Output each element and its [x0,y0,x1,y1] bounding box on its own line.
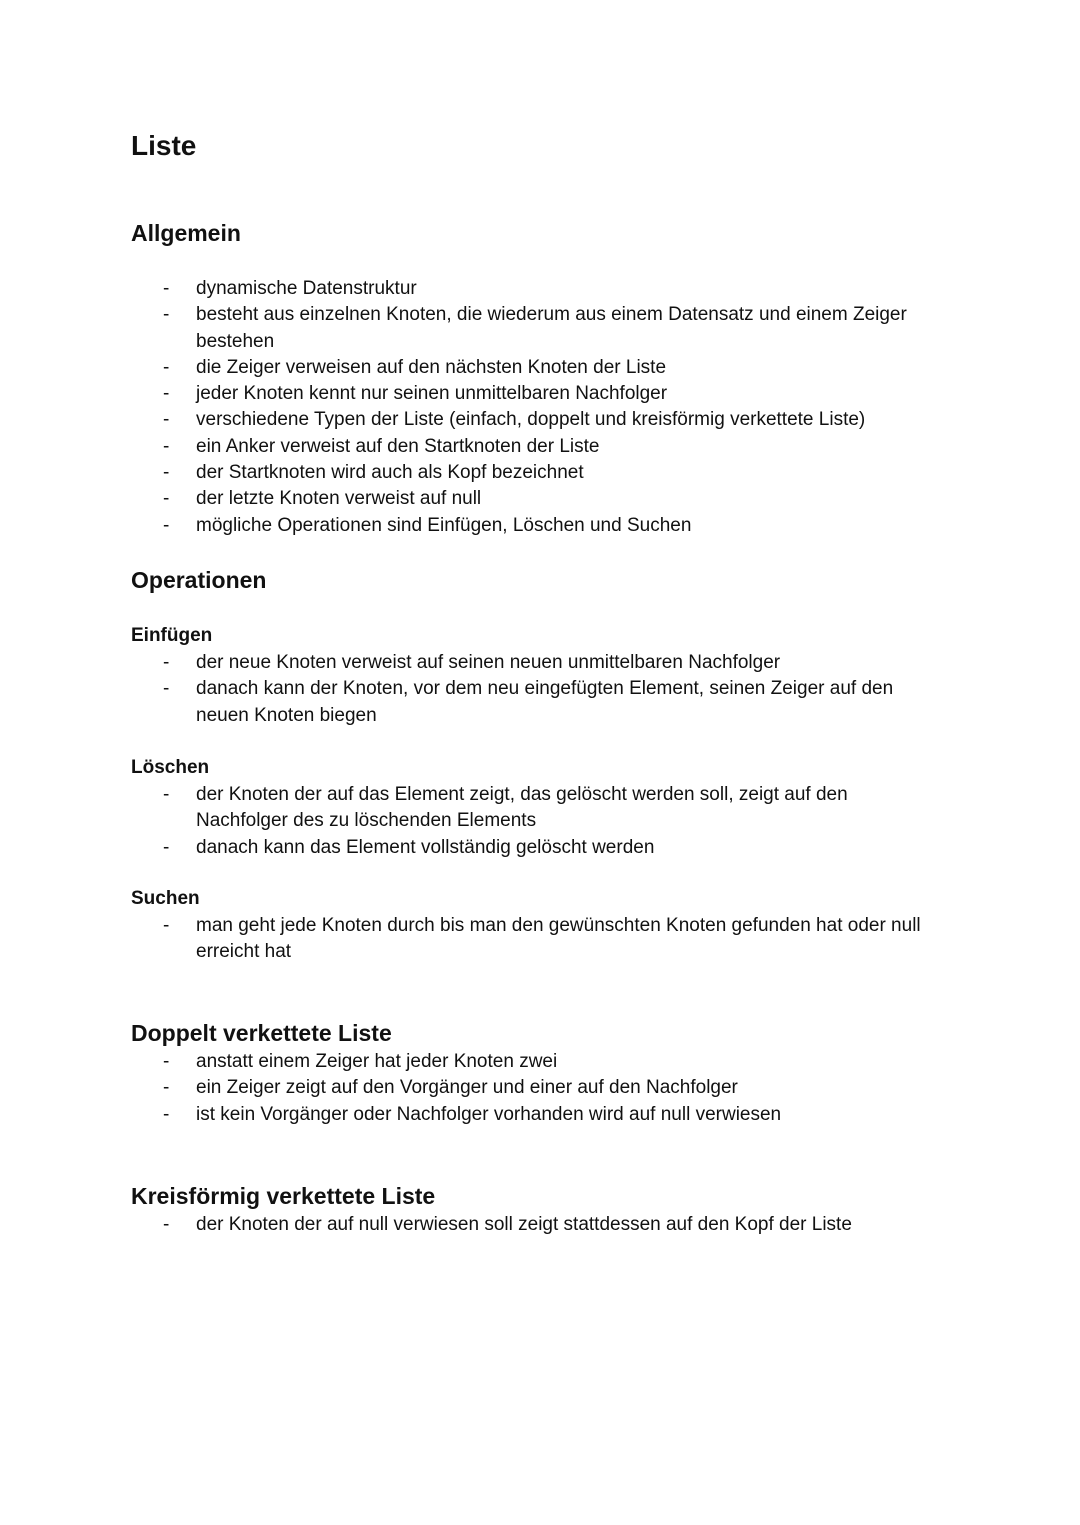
list-item: - der Knoten der auf das Element zeigt, das gelöscht werden soll, zeigt auf den Nachfolger des zu löschenden Elements [160,782,910,835]
list-item: - man geht jede Knoten durch bis man den gewünschten Knoten gefunden hat oder null erreicht hat [160,913,940,966]
heading-operationen: Operationen [131,567,267,593]
list-item: - ein Anker verweist auf den Startknoten der Liste [160,434,950,460]
list-doppelt [160,1049,940,1128]
document-title: Liste [131,130,197,161]
heading-loeschen: Löschen [131,757,210,778]
list-item: - dynamische Datenstruktur [160,276,950,302]
list-item: - die Zeiger verweisen auf den nächsten Knoten der Liste [160,355,950,381]
heading-suchen: Suchen [131,888,200,909]
list-allgemein [160,276,950,539]
list-item: - der Startknoten wird auch als Kopf bezeichnet [160,460,950,486]
heading-doppelt: Doppelt verkettete Liste [131,1020,392,1046]
list-item: - ein Zeiger zeigt auf den Vorgänger und einer auf den Nachfolger [160,1075,940,1101]
list-suchen [160,913,940,966]
heading-allgemein: Allgemein [131,220,241,246]
list-item: - danach kann das Element vollständig gelöscht werden [160,835,910,861]
list-einfuegen [160,650,940,729]
list-item: - der Knoten der auf null verwiesen soll zeigt stattdessen auf den Kopf der Liste [160,1212,940,1238]
list-item: - jeder Knoten kennt nur seinen unmittelbaren Nachfolger [160,381,950,407]
heading-kreis: Kreisförmig verkettete Liste [131,1183,436,1209]
list-loeschen [160,782,910,861]
list-item: - danach kann der Knoten, vor dem neu eingefügten Element, seinen Zeiger auf den neuen Knoten biegen [160,676,940,729]
list-item: - der letzte Knoten verweist auf null [160,486,950,512]
list-item: - anstatt einem Zeiger hat jeder Knoten zwei [160,1049,940,1075]
list-kreis [160,1212,940,1238]
list-item: - der neue Knoten verweist auf seinen neuen unmittelbaren Nachfolger [160,650,940,676]
list-item: - mögliche Operationen sind Einfügen, Löschen und Suchen [160,513,950,539]
list-item: - besteht aus einzelnen Knoten, die wiederum aus einem Datensatz und einem Zeiger bestehen [160,302,950,355]
list-item: - verschiedene Typen der Liste (einfach, doppelt und kreisförmig verkettete Liste) [160,407,950,433]
list-item: - ist kein Vorgänger oder Nachfolger vorhanden wird auf null verwiesen [160,1102,940,1128]
heading-einfuegen: Einfügen [131,625,213,646]
